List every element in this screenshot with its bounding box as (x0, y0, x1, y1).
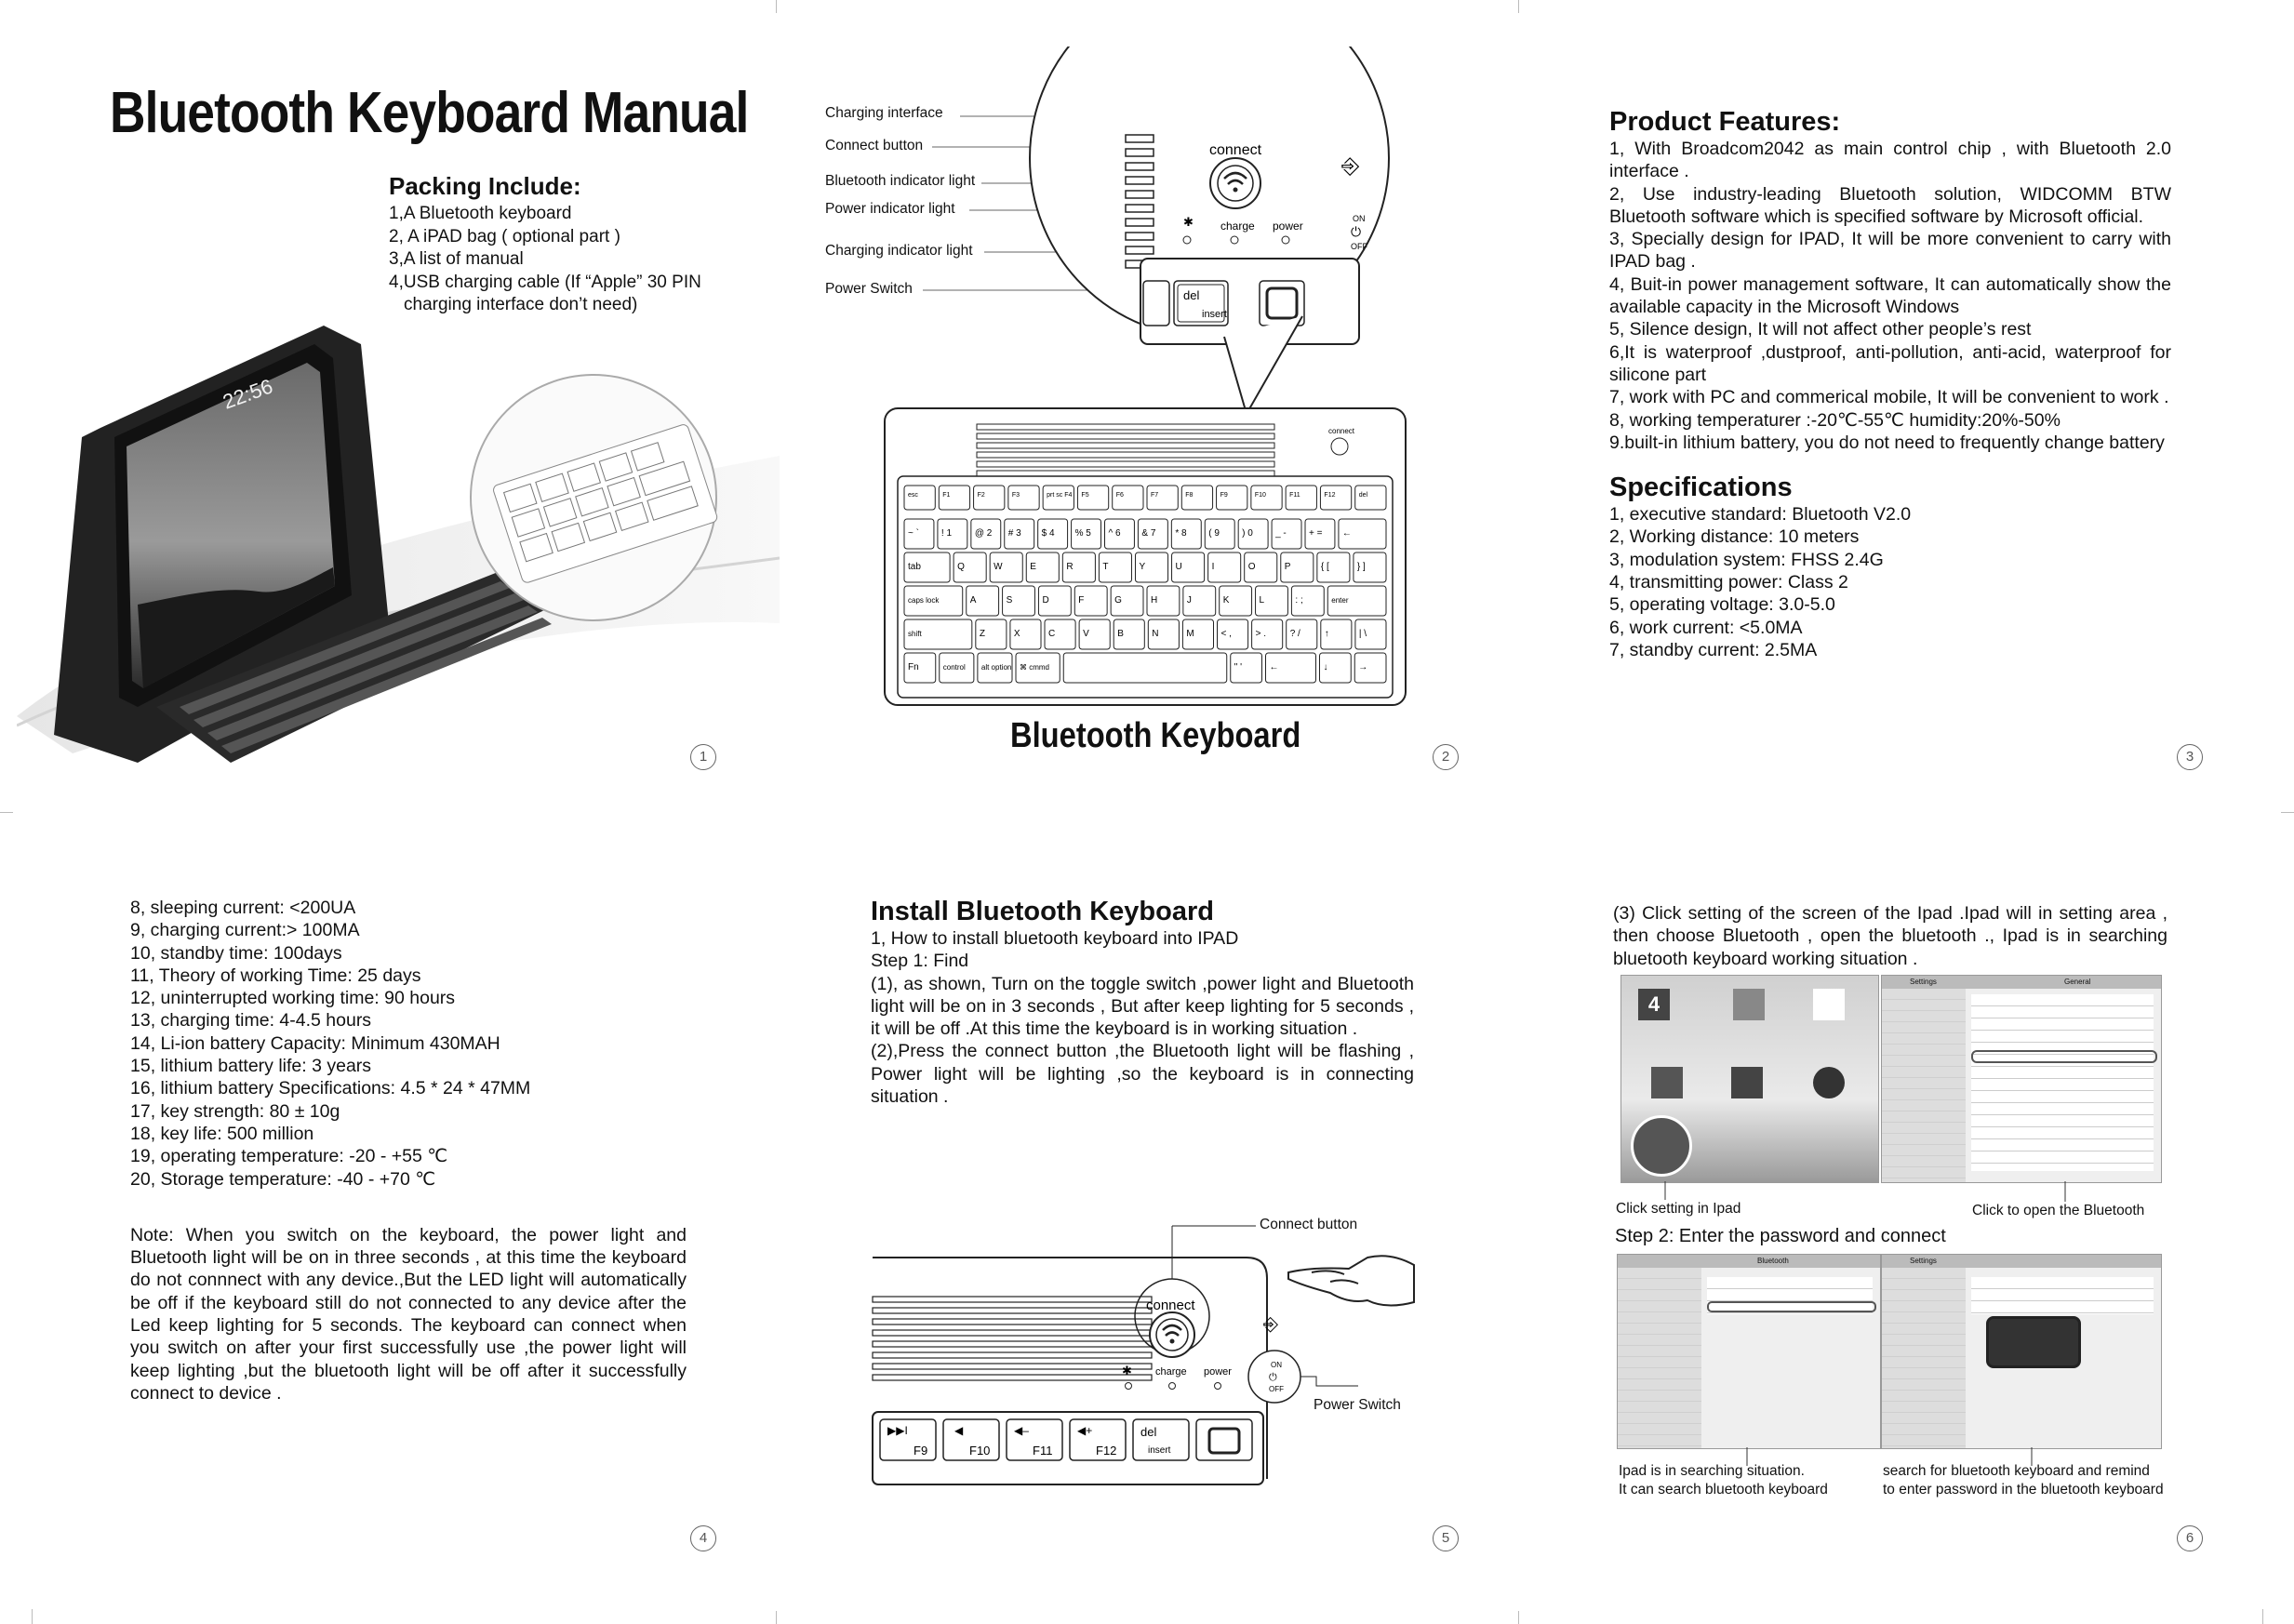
svg-text:◀: ◀ (954, 1424, 964, 1437)
zoom-off-label: OFF (1351, 242, 1367, 251)
svg-text:◀+: ◀+ (1077, 1424, 1093, 1437)
ipad-passkey-screenshot (1881, 1254, 2162, 1449)
keyboard-key-label: K (1222, 595, 1230, 606)
keyboard-key-label: * 8 (1175, 528, 1187, 539)
keyboard-key-label: alt option (980, 663, 1012, 672)
packing-item: 2, A iPAD bag ( optional part ) (389, 226, 620, 246)
spec-item: 15, lithium battery life: 3 years (130, 1056, 372, 1077)
feature-item: 9.built-in lithium battery, you do not need to frequently change battery (1609, 432, 2165, 453)
page-number: 3 (2177, 744, 2203, 770)
keyboard-key-label: ( 9 (1208, 528, 1220, 539)
title-bar (1618, 1255, 1880, 1268)
packing-heading: Packing Include: (389, 172, 581, 200)
svg-text:▶▶I: ▶▶I (887, 1424, 908, 1437)
feature-item: 3, Specially design for IPAD, It will be more convenient to carry with IPAD bag . (1609, 229, 2171, 273)
caption-line: Ipad is in searching situation. (1619, 1463, 1805, 1479)
crop-mark (1518, 1611, 1519, 1624)
keyboard-key-label: F12 (1324, 492, 1336, 499)
callout-bluetooth-indicator: Bluetooth indicator light (825, 173, 976, 189)
diagram-connect-label: connect (1146, 1298, 1195, 1313)
ipad-keyboard-case-illustration (17, 316, 780, 772)
feature-item: 1, With Broadcom2042 as main control chip , with Bluetooth 2.0 interface . (1609, 139, 2171, 182)
keyboard-title: Bluetooth Keyboard (1010, 716, 1301, 755)
keyboard-key-label: " ' (1234, 662, 1242, 672)
fkey-label: F9 (914, 1444, 928, 1458)
spec-item: 18, key life: 500 million (130, 1123, 314, 1144)
diagram-charge-label: charge (1155, 1366, 1187, 1378)
spec-item: 1, executive standard: Bluetooth V2.0 (1609, 504, 1912, 526)
feature-item: 4, Buit-in power management software, It can automatically show the available capacity in the Microsoft Windows (1609, 273, 2171, 318)
keyboard-key-label: R (1066, 562, 1074, 572)
keyboard-key (1063, 653, 1227, 683)
keyboard-key-label: : ; (1295, 595, 1303, 606)
page-number: 2 (1433, 744, 1459, 770)
keyboard-key-label: F8 (1185, 492, 1194, 499)
keyboard-key-label: + = (1309, 528, 1323, 539)
callout-power-switch: Power Switch (825, 281, 913, 297)
install-line: 1, How to install bluetooth keyboard into IPAD (871, 928, 1239, 949)
settings-header: Settings (1910, 1257, 1937, 1265)
keyboard-key-label: F3 (1011, 492, 1020, 499)
keyboard-key-label: caps lock (908, 596, 940, 605)
keyboard-key-label: ^ 6 (1108, 528, 1121, 539)
caption-line: search for bluetooth keyboard and remind (1883, 1463, 2150, 1479)
keyboard-key-label: { [ (1320, 562, 1329, 572)
keyboard-key-label: A (969, 595, 977, 606)
spec-item: 2, Working distance: 10 meters (1609, 526, 1860, 548)
keyboard-key-label: } ] (1356, 562, 1366, 572)
pointing-hand-icon (1288, 1256, 1414, 1305)
caption-click-setting: Click setting in Ipad (1616, 1201, 1741, 1217)
diagram-power-label: power (1204, 1366, 1232, 1378)
keyboard-key-label: esc (908, 492, 918, 499)
power-switch-icon: ⏻ (1351, 224, 1362, 239)
keyboard-key-label: M (1186, 629, 1194, 639)
packing-include (389, 172, 761, 317)
ipad-bluetooth-search-screenshot (1617, 1254, 1881, 1449)
callout-connect-button: Connect button (825, 138, 924, 153)
install-paragraph: (1), as shown, Turn on the toggle switch ,power light and Bluetooth light will be on in 3 seconds , But after keep lighting for 5 seconds , it will be off .At this time the keyboard is in working situation . (871, 973, 1414, 1040)
keyboard-key-label: G (1114, 595, 1122, 606)
keyboard-detail-zoom (819, 47, 1414, 437)
keyboard-key-label: control (942, 663, 966, 672)
keyboard-device-row[interactable] (1707, 1301, 1876, 1312)
caption-searching (1619, 1462, 1828, 1499)
svg-text:◀–: ◀– (1014, 1424, 1029, 1437)
zoom-insert-key: insert (1202, 309, 1227, 320)
keyboard-key-label: F5 (1081, 492, 1089, 499)
packing-item: 4,USB charging cable (If “Apple” 30 PIN (389, 272, 701, 292)
keyboard-key-label: N (1152, 629, 1159, 639)
bluetooth-symbol: ✱ (1183, 215, 1194, 229)
keyboard-key-label: ) 0 (1242, 528, 1253, 539)
spec-item: 6, work current: <5.0MA (1609, 617, 1803, 638)
keyboard-key-label: tab (908, 562, 921, 572)
step2-heading: Step 2: Enter the password and connect (1615, 1226, 1946, 1246)
tablet-clock: 22:56 (220, 374, 276, 414)
crop-mark (2281, 812, 2294, 813)
spec-item: 13, charging time: 4-4.5 hours (130, 1010, 372, 1032)
keyboard-key-label: U (1175, 562, 1182, 572)
feature-item: 6,It is waterproof ,dustproof, anti-pollution, anti-acid, waterproof for silicone part (1609, 341, 2171, 385)
packing-item: charging interface don’t need) (404, 295, 638, 314)
keyboard-key-label: $ 4 (1041, 528, 1055, 539)
fkey-label: F11 (1033, 1444, 1053, 1458)
keyboard-key-label: ← (1269, 662, 1279, 672)
features-heading: Product Features: (1609, 107, 1841, 137)
page-number: 1 (690, 744, 716, 770)
feature-item: 2, Use industry-leading Bluetooth solution, WIDCOMM BTW Bluetooth software which is specified software by Microsoft official. (1609, 183, 2171, 227)
keyboard-key-label: ~ ` (908, 528, 919, 539)
ipad-home-screenshot (1620, 975, 1879, 1183)
zoom-power-label: power (1273, 220, 1303, 233)
keyboard-key-label: F2 (977, 492, 985, 499)
calendar-app-icon: 4 (1638, 989, 1670, 1020)
fkey-label: F12 (1096, 1444, 1117, 1458)
spec-item: 8, sleeping current: <200UA (130, 898, 356, 918)
keyboard-key-label: B (1117, 629, 1124, 639)
spec-item: 20, Storage temperature: -40 - +70 ℃ (130, 1168, 436, 1190)
keyboard-key-label: J (1186, 595, 1192, 606)
callout-charging-interface: Charging interface (825, 105, 943, 121)
keyboard-key-label: F11 (1289, 492, 1300, 499)
page-number: 4 (690, 1525, 716, 1551)
callout-power-indicator: Power indicator light (825, 201, 955, 217)
settings-sidebar (1882, 1268, 1966, 1448)
caption-line: It can search bluetooth keyboard (1619, 1482, 1828, 1498)
keyboard-key-label: # 3 (1007, 528, 1021, 539)
callout-charging-indicator: Charging indicator light (825, 243, 973, 259)
usb-charging-icon: ⎆ (1341, 153, 1360, 179)
specifications-continued (130, 897, 687, 1404)
zoom-connect-label: connect (1209, 142, 1262, 158)
keyboard-key-label: > . (1255, 629, 1267, 639)
crop-mark (776, 0, 777, 13)
spec-item: 14, Li-ion battery Capacity: Minimum 430MAH (130, 1032, 500, 1054)
keyboard-key-label: & 7 (1141, 528, 1156, 539)
bluetooth-symbol: ✱ (1122, 1364, 1132, 1378)
keyboard-key-label: _ - (1275, 528, 1287, 539)
svg-text:connect: connect (1328, 427, 1355, 435)
feature-item: 5, Silence design, It will not affect other people’s rest (1609, 319, 2032, 340)
spec-item: 7, standby current: 2.5MA (1609, 639, 1818, 660)
keyboard-key-label: F (1078, 595, 1085, 606)
keyboard-diagram (884, 407, 1407, 707)
crop-mark (2262, 1609, 2263, 1624)
features-list (1609, 138, 2171, 454)
diagram-on-label: ON (1271, 1361, 1282, 1369)
packing-list (389, 203, 761, 317)
power-switch-callout: Power Switch (1314, 1397, 1401, 1413)
keyboard-key-label: shift (908, 630, 922, 638)
packing-item: 1,A Bluetooth keyboard (389, 204, 572, 223)
youtube-app-icon (1731, 1067, 1763, 1098)
keyboard-key-label: → (1358, 662, 1368, 672)
keyboard-key-label: < , (1220, 629, 1232, 639)
connect-button-callout: Connect button (1260, 1217, 1358, 1232)
crop-mark (776, 1611, 777, 1624)
keyboard-key-label: F9 (1220, 492, 1228, 499)
keyboard-key-label: Z (979, 629, 985, 639)
passkey-alert[interactable] (1986, 1316, 2081, 1368)
keyboard-key-label: F10 (1254, 492, 1266, 499)
install-line: Step 1: Find (871, 951, 969, 972)
keyboard-key-label: F6 (1115, 492, 1124, 499)
spec-item: 10, standby time: 100days (130, 942, 342, 964)
keyboard-key-label: V (1083, 629, 1089, 639)
caption-enter-password (1883, 1462, 2164, 1499)
zoom-on-label: ON (1353, 214, 1366, 223)
bluetooth-header: Bluetooth (1757, 1257, 1789, 1265)
page-number: 6 (2177, 1525, 2203, 1551)
keyboard-key-label: F7 (1151, 492, 1159, 499)
title-bar (1882, 1255, 2161, 1268)
note-paragraph: Note: When you switch on the keyboard, the power light and Bluetooth light will be on in three seconds , at this time the keyboard do not connnect with any device.,But the LED light will automatically be off if the keyboard still do not connected to any device after the Led keep lighting for 5 seconds. The keyboard can connect when you switch on after your first successfully use ,the power light will keep lighting ,but the bluetooth light will be off after it successfully connect to device . (130, 1224, 687, 1404)
spec-item: 16, lithium battery Specifications: 4.5 * 24 * 47MM (130, 1078, 531, 1099)
fkey-label: F10 (969, 1444, 991, 1458)
settings-sidebar (1618, 1268, 1701, 1448)
keyboard-key-label: prt sc F4 (1047, 492, 1073, 499)
zoom-charge-label: charge (1220, 220, 1255, 233)
product-features (1609, 107, 2171, 661)
keyboard-key-label: Q (957, 562, 965, 572)
keyboard-key-label: ↓ (1323, 662, 1328, 672)
ipad-settings-screenshot (1881, 975, 2162, 1183)
spec-item: 4, transmitting power: Class 2 (1609, 572, 1848, 593)
general-header: General (2064, 978, 2091, 986)
settings-header: Settings (1910, 978, 1937, 986)
keyboard-key-label: ↑ (1324, 629, 1329, 639)
keyboard-key-label: @ 2 (974, 528, 993, 539)
spec-item: 19, operating temperature: -20 - +55 ℃ (130, 1146, 448, 1167)
keyboard-key-label: Y (1139, 562, 1146, 572)
spec-item: 3, modulation system: FHSS 2.4G (1609, 549, 1884, 570)
keyboard-key-label: D (1042, 595, 1049, 606)
keyboard-key-label: ← (1341, 528, 1352, 539)
zoom-del-key: del (1183, 288, 1200, 302)
page-number: 5 (1433, 1525, 1459, 1551)
keyboard-key-label: C (1048, 629, 1056, 639)
spec-item: 12, uninterrupted working time: 90 hours (130, 988, 456, 1009)
diagram-del-key: del (1140, 1425, 1157, 1439)
power-switch-icon: ⏻ (1269, 1372, 1277, 1383)
keyboard-key-label: E (1030, 562, 1036, 572)
keyboard-key-label: ⌘ cmmd (1020, 663, 1049, 672)
keyboard-key-label: L (1259, 595, 1265, 606)
install-paragraph: (2),Press the connect button ,the Bluetooth light will be flashing , Power light will be lighting ,so the keyboard is in connecting situation . (871, 1041, 1414, 1108)
keyboard-key-label: | \ (1358, 629, 1367, 639)
keyboard-key-label: S (1006, 595, 1013, 606)
spec-item: 17, key strength: 80 ± 10g (130, 1100, 340, 1122)
keyboard-key-label: H (1151, 595, 1158, 606)
keyboard-key-label: X (1013, 629, 1020, 639)
spec-item: 11, Theory of working Time: 25 days (130, 965, 421, 986)
diagram-off-label: OFF (1269, 1385, 1284, 1393)
usb-charging-icon: ⎆ (1263, 1312, 1278, 1335)
spec-item: 5, operating voltage: 3.0-5.0 (1609, 594, 1835, 616)
specifications-list (130, 897, 687, 1191)
crop-mark (0, 812, 13, 813)
keyboard-key-label: P (1284, 562, 1291, 572)
crop-mark (1518, 0, 1519, 13)
settings-app-icon (1631, 1115, 1692, 1177)
specifications-heading: Specifications (1609, 473, 1793, 503)
keyboard-key-label: % 5 (1074, 528, 1091, 539)
contacts-app-icon (1733, 989, 1765, 1020)
videos-app-icon (1651, 1067, 1683, 1098)
bluetooth-row-highlight[interactable] (1971, 1050, 2157, 1063)
keyboard-key-label: I (1211, 562, 1215, 572)
spec-item: 9, charging current:> 100MA (130, 920, 360, 941)
packing-item: 3,A list of manual (389, 249, 524, 269)
keyboard-key-label: ? / (1289, 629, 1300, 639)
feature-item: 7, work with PC and commerical mobile, It will be convenient to work . (1609, 387, 2169, 408)
notes-app-icon (1813, 989, 1845, 1020)
caption-line: to enter password in the bluetooth keyboard (1883, 1482, 2164, 1498)
crop-mark (32, 1609, 33, 1624)
manual-title: Bluetooth Keyboard Manual (110, 81, 749, 145)
specifications-list (1609, 503, 2171, 661)
keyboard-key-label: Fn (908, 662, 919, 672)
keyboard-key-label: O (1247, 562, 1256, 572)
settings-title-bar (1882, 976, 2161, 989)
keyboard-key-label: F1 (942, 492, 951, 499)
keyboard-key-label: T (1102, 562, 1109, 572)
general-settings-list (1971, 994, 2154, 1171)
connect-button-diagram (865, 1200, 1423, 1488)
step1-continued: (3) Click setting of the screen of the Ipad .Ipad will in setting area , then choose Bluetooth , open the bluetooth ., Ipad is in searching bluetooth keyboard working situation . (1613, 903, 2167, 969)
keyboard-key-label: ! 1 (940, 528, 953, 539)
device-list (1971, 1277, 2154, 1314)
keyboard-key-label: enter (1331, 596, 1349, 605)
settings-sidebar (1882, 989, 1966, 1182)
ipod-app-icon (1813, 1067, 1845, 1098)
feature-item: 8, working temperaturer :-20℃-55℃ humidity:20%-50% (1609, 409, 2061, 431)
diagram-insert-key: insert (1148, 1445, 1171, 1456)
keyboard-key-label: del (1358, 492, 1368, 499)
install-heading: Install Bluetooth Keyboard (871, 897, 1214, 926)
install-instructions (871, 897, 1414, 1108)
keyboard-key-label: W (994, 562, 1003, 572)
caption-open-bluetooth: Click to open the Bluetooth (1972, 1203, 2145, 1218)
